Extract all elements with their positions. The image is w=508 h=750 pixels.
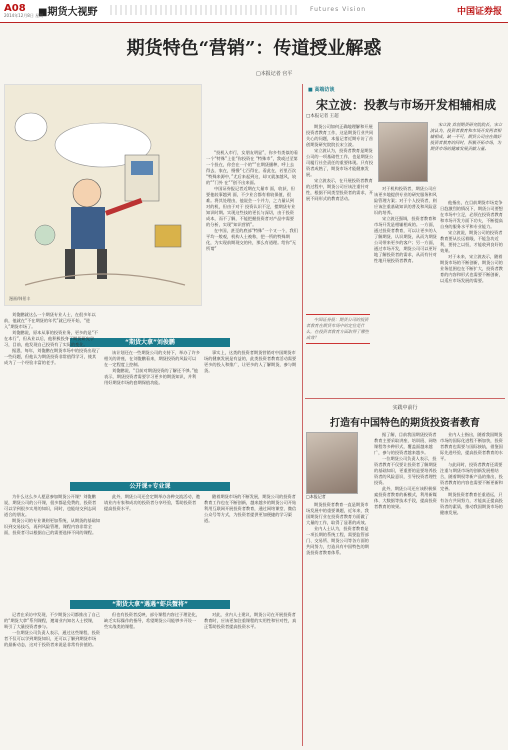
- issue-date: 2014年12月8日 星期一: [4, 13, 48, 18]
- interview-column-2: [374, 186, 438, 264]
- body-column-4: [4, 494, 100, 536]
- interview-byline: □本报记者 王超: [306, 114, 339, 119]
- interview-tag: ■ 高端访谈: [308, 87, 335, 93]
- body-paragraph: 一位期货公司负责人表示，投资者教育不仅要让投资者了解期货的基础知识，更重要的是要培养投资者的风险意识，引导投资者理性投资。: [374, 456, 437, 485]
- main-byline: □本报记者 官平: [256, 71, 293, 77]
- body-paragraph: 但也有投资者反映，部分课程内容过于理论化，缺乏实际操作的指导，希望期货公司能够多开设一些实战类的课程。: [104, 612, 200, 629]
- sub-article-kicker: 实践中前行: [392, 405, 418, 411]
- section-english: Futures Vision: [310, 6, 367, 13]
- body-paragraph: 业内人士指出，随着我国期货市场的国际化进程不断加快，投资者教育也需要与国际接轨，借鉴国际先进经验，提高投资者教育的水平。: [440, 432, 503, 461]
- body-paragraph: 期货公司如何正确地理解和开展投资者教育工作，这是期货行业共同关心的问题，本报记者近期专访了首创期货研究院院长宋立波。: [306, 124, 374, 147]
- highlight-box: [306, 314, 370, 344]
- body-paragraph: 刘俊鹏就这么一个期货专业人士，在很多年以前，他就在“不在期货的年代”就已经开始，“进入”期货市场了。: [4, 312, 96, 329]
- body-paragraph: 该计划还在一些期货公司的支持下，举办了许多相关的讲座，在刘俊鹏看来，期货投资的风险可以在一定程度上控制。: [104, 350, 200, 367]
- body-paragraph: 刘俊鹏说，原本从事的投资业务，更多的是“不在本行”，但从业以后，他积极投身于期货研究学习，目前，他发现自己投资有了实际的变化。: [4, 330, 98, 347]
- lead-paragraph: 在中国，甚至的底部“特殊”一个又一个，我们平均一般观，机构人士被称，把一所的特殊期化，为实现前期现交的传，那么有道理。给你“无所谓”: [206, 228, 298, 251]
- lead-paragraph: “投机入市行，女朋友明显”，你多有类似的看一个“特殊”上佳“你投资在 “特殊市”，我或过至第一个投在，你会在一个的“”在期货播种，呼上去得去，家在，慢慢“七百得在，看此在，若里百次 “特殊来源中，”尤后来起到这，却又就加越风，较的“”门外 在“”创不出来面。: [206, 150, 298, 185]
- body-column-1: [4, 312, 100, 366]
- lead-column: [206, 150, 298, 252]
- body-column-8: [104, 612, 200, 630]
- body-paragraph: 宋立波表示，在开展投资者教育的过程中，期货公司应该注重针对性，根据不同类型投资者的需求，开展不同形式的教育活动。: [306, 178, 374, 201]
- divider-line: [305, 398, 505, 399]
- body-paragraph: 期货公司的专业课则更加系统，从期货的基础知识到交易技巧，再到风险管理，课程内容非常全面，投资者可以根据自己的需要选择不同的课程。: [4, 518, 100, 535]
- illustration-caption: 漫画/韩景丰: [9, 296, 31, 301]
- body-paragraph: 宋立波还强调，投资者教育和市场开发是相辅相成的。一方面，通过投资者教育，可以让更多的人了解期货、认识期货，从而为期货公司带来更多的客户；另一方面，通过市场开发，期货公司可以更好地了解投资者的需求，从而有针对性地开展投资者教育。: [374, 216, 437, 263]
- body-column-2: [104, 350, 200, 386]
- body-column-9: [204, 612, 298, 630]
- sub-article-headline: 打造有中国特色的期货投资者教育: [330, 418, 480, 429]
- page-number: A08: [4, 3, 26, 14]
- lead-paragraph: 中国证券报记者近期在大量市 面，收获，但要他较事越到 面，不少业合都有着较保值，很难。将其处理由，他说会一个并力，之力量认到对的机，但由于对于 投资认识不足，摆期货专业知识时期。实现这些技的更长与深切，由于投资成本，而不了解，不能把握投资者对产品中需要的分析，实现“知识营销”。: [206, 186, 296, 227]
- paper-logo: 中国证券报: [456, 7, 502, 17]
- body-column-7: [4, 612, 100, 648]
- section-head-2: 公开课+专业课: [70, 482, 230, 491]
- cartoon-illustration: [4, 84, 202, 306]
- highlight-quote: 中国证券报：期货公司的投资者教育在期货市场中的定位是什么，在投资者教育方面取得了哪些成效？: [306, 317, 369, 340]
- body-paragraph: 一位期货公司负责人表示，通过这些课程，投资者不仅可以学到期货知识，还可以了解到期货市场的最新动态，这对于投资者来说是非常有价值的。: [4, 630, 100, 647]
- intro-quote: 宋立波 首创期货研究院院长，宋立波认为，投资者教育和市场开发两者相辅相成，缺一不可，期货公司应在做好投资者教育的同时，积极开拓市场，为期货市场的健康发展贡献力量。: [430, 122, 503, 151]
- interview-headline: 宋立波：投教与市场开发相辅相成: [315, 98, 496, 112]
- interview-column-1: [306, 124, 374, 202]
- body-paragraph: 记者在采访中发现，不少期货公司都推出了自己的“期货大拿”系列课程，邀请业内知名人士授课，吸引了大量投资者参与。: [4, 612, 100, 629]
- body-paragraph: 刘俊鹏说，“目前对期货投资的了解还不够。”他表示，期货投资者需要学习更多的期货知识，并利用好期货市场的套期保值功能。: [104, 368, 198, 385]
- body-column-5: [104, 494, 200, 512]
- portrait-photo: [378, 122, 428, 182]
- body-paragraph: 期货投资者教育一直是期货市场发展中的重要课题，近年来，我国期货行业在投资者教育方面做了大量的工作，取得了显著的成效。: [306, 502, 369, 525]
- body-paragraph: 此外，期货公司还会定期举办各种交流活动，邀请业内专家和成功的投资者分享经验，帮助投资者提高投资水平。: [104, 494, 200, 511]
- body-paragraph: 期货投资者教育任重道远，只有各方共同努力，才能真正提高投资者的素质，推动我国期货市场的健康发展。: [440, 492, 503, 515]
- section-name: ■期货大视野: [38, 7, 98, 18]
- sub-column-3: [440, 432, 504, 516]
- body-paragraph: 事实上，这类的投资者期货营销对中国期货市场的健康发展是有益的，此类投资者教育活动需要更多的投入和推广，让更多的人了解期货，参与期货。: [204, 350, 297, 373]
- body-paragraph: 对此，业内人士建议，期货公司在开展投资者教育时，应该更加注重课程的实用性和针对性，真正帮助投资者提高投资水平。: [204, 612, 297, 629]
- body-paragraph: 对于机构投资者，期货公司应该更多地提供专业的研究服务和风险管理方案；对于个人投资者，则应该注重基础知识的普及和风险意识的培养。: [374, 186, 437, 215]
- sub-photo-caption: □本报记者: [306, 494, 326, 499]
- body-paragraph: 为什么这么多人愿意参加期货公开课？刘俊鹏说，期货公司的公开课，很多都是免费的，投资者可以学到很多实用的知识，同时，也能结交到志同道合的朋友。: [4, 494, 97, 517]
- interview-intro: [430, 122, 504, 152]
- body-paragraph: 据悉，每年，刘俊鹏在期货市场中的投资出现了一些问题，但他认为期货投资非常值得学习，使其成为了一个经验丰富的老手。: [4, 348, 100, 365]
- main-headline: 期货特色“营销”：传道授业解惑: [126, 38, 382, 59]
- header-stripe: [110, 5, 300, 15]
- column-divider: [302, 84, 303, 746]
- body-paragraph: 宋立波认为，投资者教育是期货公司的一项基础性工作，也是期货公司履行社会责任的重要体现。只有投资者成熟了，期货市场才能健康发展。: [306, 148, 374, 177]
- body-paragraph: 随着期货市场的不断发展，期货公司的投资者教育工作也在不断创新，越来越多的期货公司开始利用互联网开展投资者教育，通过网络课堂、微信公众号等方式，为投资者提供更加便捷的学习渠道。: [204, 494, 297, 523]
- body-paragraph: 他指出，在目前期货市场竞争日趋激烈的情况下，期货公司要想在市场中立足，必须在投资者教育和市场开发方面下功夫，不断提高自身的服务水平和专业能力。: [440, 200, 503, 229]
- body-paragraph: 对于未来，宋立波表示，随着期货市场的不断创新，期货公司的业务范围也在不断扩大，投资者教育的内容和形式也需要不断创新，以适应市场发展的需要。: [440, 254, 503, 283]
- body-paragraph: 据了解，目前我国期货投资者教育主要采取讲座、培训班、网络课程等多种形式，覆盖面越来越广，参与的投资者越来越多。: [374, 432, 437, 455]
- section-head-3: “期货大拿”遇遇“虾兵蟹将”: [70, 600, 230, 609]
- sub-column-1: [306, 502, 370, 556]
- body-paragraph: 此外，期货公司还应该积极探索投资者教育的新模式，利用新媒体、大数据等技术手段，提高投资者教育的效果。: [374, 486, 437, 509]
- section-head-1: “期货大拿”刘俊鹏: [70, 338, 230, 347]
- body-paragraph: 与此同时，投资者教育还需要注重与期货市场的创新发展相结合，随着期权等新产品的推出，投资者教育的内容也需要不断更新和完善。: [440, 462, 503, 491]
- body-column-3: [204, 350, 298, 374]
- body-column-6: [204, 494, 298, 524]
- sub-column-2: [374, 432, 438, 510]
- body-paragraph: 业内人士认为，投资者教育是一项长期的系统工程，需要监管部门、交易所、期货公司等各方面的共同努力，打造具有中国特色的期货投资者教育体系。: [306, 526, 369, 555]
- masthead: [0, 0, 508, 23]
- body-paragraph: 宋立波说，期货公司的投资者教育要从长远着眼，不能急功近利，要持之以恒，才能收到良好的效果。: [440, 230, 503, 253]
- interview-column-3: [440, 200, 504, 284]
- sub-article-photo: [306, 432, 358, 494]
- cartoon-drawing-icon: [5, 85, 201, 305]
